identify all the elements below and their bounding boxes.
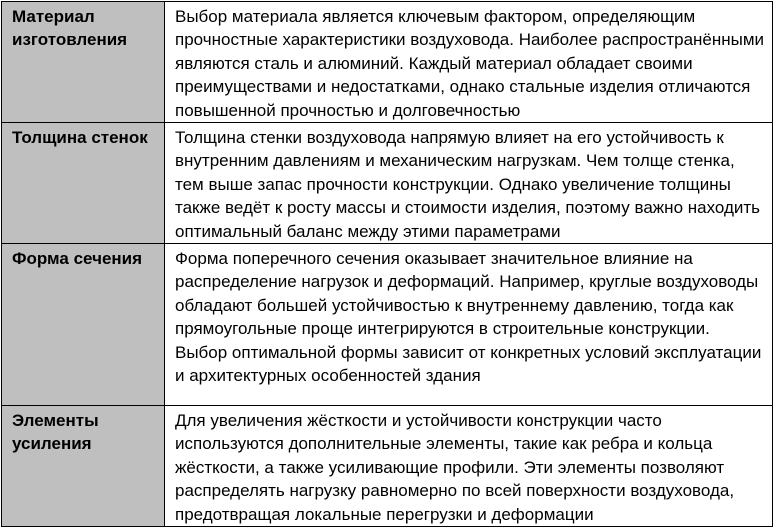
row-label-material: Материал изготовления [2, 2, 165, 123]
row-description-reinforcement: Для увеличения жёсткости и устойчивости конструкции часто используются дополнительные элементы, такие как ребра и кольца жёсткости, а также усиливающие профили. Эти элементы позволяют распределять нагрузку равномерно по всей поверхности воздуховода, предотвращая локальные перегрузки и деформации [165, 406, 773, 527]
factors-table [1, 1, 773, 527]
row-description-material: Выбор материала является ключевым фактором, определяющим прочностные характеристики воздуховода. Наиболее распространёнными являются сталь и алюминий. Каждый материал обладает своими преимуществами и недостатками, однако стальные изделия отличаются повышенной прочностью и долговечностью [165, 2, 773, 123]
table-row [2, 2, 773, 123]
row-label-cross-section: Форма сечения [2, 244, 165, 406]
table-row [2, 406, 773, 527]
row-description-cross-section: Форма поперечного сечения оказывает значительное влияние на распределение нагрузок и деформаций. Например, круглые воздуховоды обладают большей устойчивостью к внутреннему давлению, тогда как прямоугольные проще интегрируются в строительные конструкции. Выбор оптимальной формы зависит от конкретных условий эксплуатации и архитектурных особенностей здания [165, 244, 773, 406]
table-row [2, 244, 773, 406]
row-description-wall-thickness: Толщина стенки воздуховода напрямую влияет на его устойчивость к внутренним давлениям и механическим нагрузкам. Чем толще стенка, тем выше запас прочности конструкции. Однако увеличение толщины также ведёт к росту массы и стоимости изделия, поэтому важно находить оптимальный баланс между этими параметрами [165, 123, 773, 244]
row-label-wall-thickness: Толщина стенок [2, 123, 165, 244]
row-label-reinforcement: Элементы усиления [2, 406, 165, 527]
table-row [2, 123, 773, 244]
